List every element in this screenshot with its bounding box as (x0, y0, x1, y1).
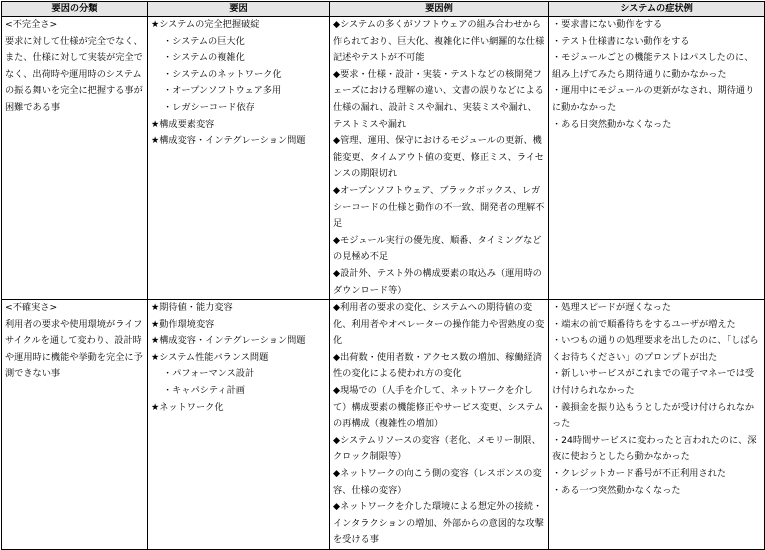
example-item: ◆ネットワークの向こう側の変容（レスポンスの変容、仕様の変容） (333, 468, 542, 496)
factor-item: ・システムのネットワーク化 (163, 68, 282, 80)
example-cell (330, 300, 549, 550)
factor-item: ・システムの複雑化 (163, 52, 245, 64)
example-item: ◆管理、運用、保守におけるモジュールの更新、機能変更、タイムアウト値の変更、修正ミス、ライセンスの期限切れ (333, 135, 544, 180)
symptom-item: ・テスト仕様書にない動作をする (552, 35, 690, 47)
example-item: ◆出荷数・使用者数・アクセス数の増加、稼働経済性の変化による使われ方の変化 (333, 351, 542, 380)
category-title: <不完全さ> (5, 19, 58, 30)
symptom-item: ・端末の前で順番待ちをするユーザが増えた (552, 318, 736, 330)
symptom-item: ・ある日突然動かなくなった (552, 118, 672, 130)
factor-item: ・キャパシティ計画 (163, 385, 245, 397)
header-row (2, 2, 765, 17)
example-item: ◆設計外、テスト外の構成要素の取込み（運用時のダウンロード等） (333, 267, 542, 296)
factor-item: ★期待値・能力変容 (151, 302, 233, 314)
factor-item: ★ネットワーク化 (151, 401, 224, 413)
category-description: 要求に対して仕様が完全でなく、また、仕様に対して実装が完全でなく、出荷時や運用時のシステムの振る舞いを完全に把握する事が困難である事 (5, 35, 143, 113)
symptom-cell (549, 300, 765, 550)
factor-item: ★構成変容・インテグレーション問題 (151, 135, 306, 147)
symptom-item: ・ある一つ突然動かなくなった (552, 484, 681, 496)
factor-item: ★構成変容・インテグレーション問題 (151, 335, 306, 347)
header-category: 要因の分類 (2, 2, 148, 17)
factor-item: ★構成要素変容 (151, 118, 215, 130)
factor-item: ・オープンソフトウェア多用 (163, 85, 282, 97)
example-item: ◆システムの多くがソフトウェアの組み合わせから作られており、巨大化、複雑化に伴い網羅的な仕様記述やテストが不可能 (333, 19, 545, 64)
example-item: ◆オープンソフトウェア、ブラックボックス、レガシーコードの仕様と動作の不一致、開発者の理解不足 (333, 184, 545, 230)
factor-item: ・レガシーコード依存 (163, 101, 255, 113)
category-cell (2, 300, 148, 550)
category-cell (2, 17, 148, 300)
example-cell (330, 17, 549, 300)
symptom-item: ・いつもの通りの処理要求を出したのに、「しばらくお待ちください」のプロンプトが出た (552, 335, 759, 363)
symptom-cell (549, 17, 765, 300)
example-item: ◆モジュール実行の優先度、順番、タイミングなどの見極め不足 (333, 234, 542, 263)
table-row (2, 17, 765, 300)
symptom-item: ・新しいサービスがこれまでの電子マネーでは受け付けられなかった (552, 368, 755, 397)
symptom-item: ・運用中にモジュールの更新がなされ、期待通りに動かなかった (552, 85, 755, 113)
header-symptom: システムの症状例 (549, 2, 765, 17)
symptom-item: ・モジュールごとの機能テストはパスしたのに、組み上げてみたら期待通りに動かなかった (552, 52, 754, 80)
symptom-item: ・義損金を振り込もうとしたが受け付けられなかった (552, 401, 755, 430)
example-item: ◆利用者の要求の変化、システムへの期待値の変化、利用者やオペレーターの操作能力や習熟度の変化 (333, 302, 545, 347)
header-factor: 要因 (148, 2, 330, 17)
factor-item: ★システムの完全把握破綻 (151, 19, 260, 30)
factor-table (1, 1, 765, 550)
factor-cell (148, 300, 330, 550)
table-row (2, 300, 765, 550)
factor-item: ・システムの巨大化 (163, 35, 245, 47)
factor-item: ★システム性能バランス問題 (151, 351, 269, 363)
symptom-item: ・クレジットカード番号が不正利用された (552, 468, 727, 480)
example-item: ◆システムリソースの変容（老化、メモリー制限、クロック制限等） (333, 434, 541, 463)
example-item: ◆要求・仕様・設計・実装・テストなどの核開発フェーズにおける理解の違い、文書の誤りなどによる仕様の漏れ、設計ミスや漏れ、実装ミスや漏れ、テストミスや漏れ (333, 68, 544, 130)
factor-item: ・パフォーマンス設計 (163, 368, 255, 380)
symptom-item: ・処理スピードが遅くなった (552, 302, 672, 314)
category-title: <不確実さ> (5, 302, 58, 314)
category-description: 利用者の要求や使用環境がライフサイクルを通して変わり、設計時や運用時に機能や挙動を完全に予測できない事 (5, 318, 143, 380)
example-item: ◆ネットワークを介した環境による想定外の接続・インタラクションの増加、外部からの意図的な攻撃を受ける事 (333, 501, 544, 546)
factor-item: ★動作環境変容 (151, 318, 215, 330)
factor-cell (148, 17, 330, 300)
header-example: 要因例 (330, 2, 549, 17)
symptom-item: ・要求書にない動作をする (552, 19, 663, 30)
symptom-item: ・24時間サービスに変わったと言われたのに、深夜に使おうとしたら動かなかった (552, 434, 757, 463)
example-item: ◆現場での（人手を介して、ネットワークを介して）構成要素の機能修正やサービス変更、システムの再構成（複雑性の増加） (333, 385, 544, 430)
